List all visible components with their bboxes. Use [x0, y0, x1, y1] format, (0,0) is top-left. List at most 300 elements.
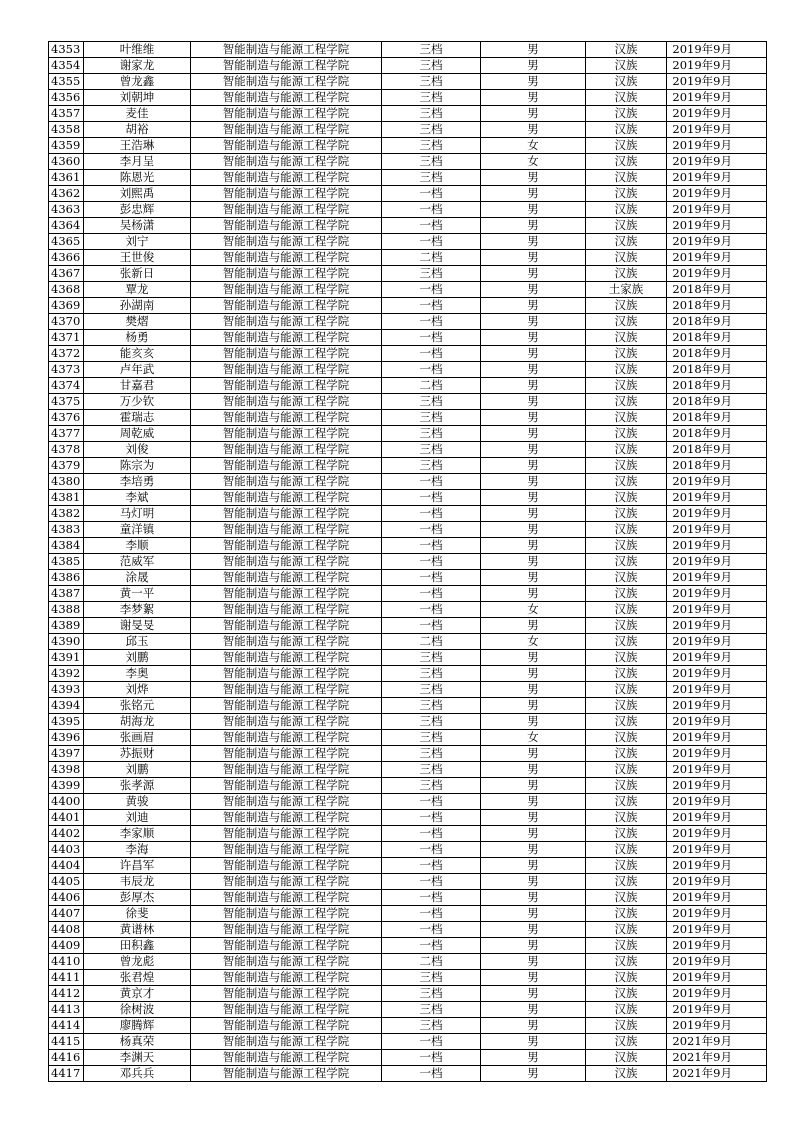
name-cell: 刘宁: [84, 234, 191, 250]
name-cell: 周乾威: [84, 426, 191, 442]
gender-cell: 男: [481, 1002, 586, 1018]
grade-cell: 二档: [382, 250, 481, 266]
enrollment-date-cell: 2019年9月: [667, 538, 767, 554]
table-row: [49, 842, 767, 858]
id-cell: 4396: [49, 730, 84, 746]
table-row: [49, 410, 767, 426]
table-row: [49, 330, 767, 346]
table-row: [49, 122, 767, 138]
gender-cell: 男: [481, 362, 586, 378]
college-cell: 智能制造与能源工程学院: [191, 106, 382, 122]
enrollment-date-cell: 2018年9月: [667, 346, 767, 362]
id-cell: 4384: [49, 538, 84, 554]
enrollment-date-cell: 2019年9月: [667, 746, 767, 762]
ethnicity-cell: 汉族: [586, 1018, 667, 1034]
ethnicity-cell: 汉族: [586, 1034, 667, 1050]
gender-cell: 男: [481, 250, 586, 266]
college-cell: 智能制造与能源工程学院: [191, 250, 382, 266]
gender-cell: 男: [481, 954, 586, 970]
enrollment-date-cell: 2019年9月: [667, 42, 767, 58]
ethnicity-cell: 汉族: [586, 634, 667, 650]
college-cell: 智能制造与能源工程学院: [191, 794, 382, 810]
enrollment-date-cell: 2019年9月: [667, 74, 767, 90]
name-cell: 李海: [84, 842, 191, 858]
enrollment-date-cell: 2019年9月: [667, 170, 767, 186]
ethnicity-cell: 汉族: [586, 170, 667, 186]
college-cell: 智能制造与能源工程学院: [191, 442, 382, 458]
grade-cell: 三档: [382, 1018, 481, 1034]
ethnicity-cell: 汉族: [586, 554, 667, 570]
grade-cell: 三档: [382, 106, 481, 122]
gender-cell: 男: [481, 666, 586, 682]
ethnicity-cell: 汉族: [586, 426, 667, 442]
id-cell: 4415: [49, 1034, 84, 1050]
id-cell: 4417: [49, 1066, 84, 1082]
id-cell: 4375: [49, 394, 84, 410]
college-cell: 智能制造与能源工程学院: [191, 842, 382, 858]
table-row: [49, 698, 767, 714]
ethnicity-cell: 汉族: [586, 538, 667, 554]
name-cell: 徐树波: [84, 1002, 191, 1018]
table-row: [49, 602, 767, 618]
enrollment-date-cell: 2018年9月: [667, 442, 767, 458]
name-cell: 能亥亥: [84, 346, 191, 362]
ethnicity-cell: 汉族: [586, 586, 667, 602]
table-row: [49, 554, 767, 570]
gender-cell: 女: [481, 634, 586, 650]
ethnicity-cell: 汉族: [586, 762, 667, 778]
grade-cell: 三档: [382, 154, 481, 170]
id-cell: 4361: [49, 170, 84, 186]
grade-cell: 一档: [382, 346, 481, 362]
name-cell: 张画眉: [84, 730, 191, 746]
table-row: [49, 586, 767, 602]
gender-cell: 男: [481, 554, 586, 570]
id-cell: 4362: [49, 186, 84, 202]
id-cell: 4406: [49, 890, 84, 906]
gender-cell: 女: [481, 730, 586, 746]
college-cell: 智能制造与能源工程学院: [191, 266, 382, 282]
name-cell: 李培勇: [84, 474, 191, 490]
grade-cell: 一档: [382, 602, 481, 618]
college-cell: 智能制造与能源工程学院: [191, 394, 382, 410]
id-cell: 4408: [49, 922, 84, 938]
enrollment-date-cell: 2019年9月: [667, 122, 767, 138]
gender-cell: 男: [481, 234, 586, 250]
college-cell: 智能制造与能源工程学院: [191, 890, 382, 906]
id-cell: 4404: [49, 858, 84, 874]
college-cell: 智能制造与能源工程学院: [191, 506, 382, 522]
ethnicity-cell: 汉族: [586, 714, 667, 730]
gender-cell: 男: [481, 938, 586, 954]
gender-cell: 男: [481, 746, 586, 762]
ethnicity-cell: 汉族: [586, 938, 667, 954]
name-cell: 韦辰龙: [84, 874, 191, 890]
enrollment-date-cell: 2019年9月: [667, 234, 767, 250]
name-cell: 覃龙: [84, 282, 191, 298]
name-cell: 叶维维: [84, 42, 191, 58]
name-cell: 廖腾辉: [84, 1018, 191, 1034]
ethnicity-cell: 汉族: [586, 506, 667, 522]
enrollment-date-cell: 2019年9月: [667, 970, 767, 986]
grade-cell: 一档: [382, 938, 481, 954]
grade-cell: 三档: [382, 394, 481, 410]
grade-cell: 三档: [382, 970, 481, 986]
id-cell: 4412: [49, 986, 84, 1002]
gender-cell: 男: [481, 330, 586, 346]
ethnicity-cell: 汉族: [586, 666, 667, 682]
grade-cell: 一档: [382, 330, 481, 346]
college-cell: 智能制造与能源工程学院: [191, 938, 382, 954]
ethnicity-cell: 土家族: [586, 282, 667, 298]
table-row: [49, 538, 767, 554]
grade-cell: 三档: [382, 746, 481, 762]
id-cell: 4402: [49, 826, 84, 842]
name-cell: 刘朝坤: [84, 90, 191, 106]
id-cell: 4382: [49, 506, 84, 522]
grade-cell: 一档: [382, 618, 481, 634]
id-cell: 4390: [49, 634, 84, 650]
ethnicity-cell: 汉族: [586, 1050, 667, 1066]
id-cell: 4374: [49, 378, 84, 394]
gender-cell: 女: [481, 602, 586, 618]
grade-cell: 一档: [382, 202, 481, 218]
id-cell: 4363: [49, 202, 84, 218]
ethnicity-cell: 汉族: [586, 378, 667, 394]
ethnicity-cell: 汉族: [586, 122, 667, 138]
college-cell: 智能制造与能源工程学院: [191, 602, 382, 618]
college-cell: 智能制造与能源工程学院: [191, 554, 382, 570]
college-cell: 智能制造与能源工程学院: [191, 378, 382, 394]
gender-cell: 男: [481, 538, 586, 554]
ethnicity-cell: 汉族: [586, 362, 667, 378]
id-cell: 4387: [49, 586, 84, 602]
gender-cell: 男: [481, 346, 586, 362]
grade-cell: 一档: [382, 490, 481, 506]
college-cell: 智能制造与能源工程学院: [191, 826, 382, 842]
name-cell: 杨真荣: [84, 1034, 191, 1050]
gender-cell: 男: [481, 74, 586, 90]
college-cell: 智能制造与能源工程学院: [191, 218, 382, 234]
college-cell: 智能制造与能源工程学院: [191, 122, 382, 138]
gender-cell: 男: [481, 266, 586, 282]
grade-cell: 三档: [382, 698, 481, 714]
college-cell: 智能制造与能源工程学院: [191, 346, 382, 362]
id-cell: 4397: [49, 746, 84, 762]
table-row: [49, 138, 767, 154]
grade-cell: 一档: [382, 362, 481, 378]
gender-cell: 男: [481, 58, 586, 74]
college-cell: 智能制造与能源工程学院: [191, 42, 382, 58]
enrollment-date-cell: 2019年9月: [667, 186, 767, 202]
college-cell: 智能制造与能源工程学院: [191, 74, 382, 90]
id-cell: 4370: [49, 314, 84, 330]
grade-cell: 一档: [382, 922, 481, 938]
name-cell: 彭忠辉: [84, 202, 191, 218]
college-cell: 智能制造与能源工程学院: [191, 1002, 382, 1018]
gender-cell: 女: [481, 138, 586, 154]
table-row: [49, 58, 767, 74]
id-cell: 4394: [49, 698, 84, 714]
name-cell: 范威军: [84, 554, 191, 570]
name-cell: 张铭元: [84, 698, 191, 714]
name-cell: 李渊天: [84, 1050, 191, 1066]
college-cell: 智能制造与能源工程学院: [191, 666, 382, 682]
grade-cell: 三档: [382, 650, 481, 666]
enrollment-date-cell: 2019年9月: [667, 794, 767, 810]
grade-cell: 三档: [382, 458, 481, 474]
grade-cell: 二档: [382, 634, 481, 650]
name-cell: 邓兵兵: [84, 1066, 191, 1082]
ethnicity-cell: 汉族: [586, 442, 667, 458]
gender-cell: 男: [481, 586, 586, 602]
ethnicity-cell: 汉族: [586, 522, 667, 538]
grade-cell: 一档: [382, 1050, 481, 1066]
grade-cell: 一档: [382, 858, 481, 874]
ethnicity-cell: 汉族: [586, 1002, 667, 1018]
gender-cell: 男: [481, 826, 586, 842]
grade-cell: 一档: [382, 474, 481, 490]
enrollment-date-cell: 2021年9月: [667, 1034, 767, 1050]
ethnicity-cell: 汉族: [586, 698, 667, 714]
enrollment-date-cell: 2019年9月: [667, 1002, 767, 1018]
grade-cell: 三档: [382, 666, 481, 682]
id-cell: 4385: [49, 554, 84, 570]
gender-cell: 男: [481, 1034, 586, 1050]
id-cell: 4359: [49, 138, 84, 154]
college-cell: 智能制造与能源工程学院: [191, 474, 382, 490]
enrollment-date-cell: 2018年9月: [667, 298, 767, 314]
ethnicity-cell: 汉族: [586, 154, 667, 170]
id-cell: 4369: [49, 298, 84, 314]
gender-cell: 男: [481, 186, 586, 202]
table-row: [49, 42, 767, 58]
ethnicity-cell: 汉族: [586, 346, 667, 362]
grade-cell: 一档: [382, 586, 481, 602]
name-cell: 黄谱林: [84, 922, 191, 938]
name-cell: 吴杨潇: [84, 218, 191, 234]
ethnicity-cell: 汉族: [586, 42, 667, 58]
college-cell: 智能制造与能源工程学院: [191, 634, 382, 650]
grade-cell: 一档: [382, 298, 481, 314]
table-row: [49, 170, 767, 186]
table-row: [49, 202, 767, 218]
ethnicity-cell: 汉族: [586, 298, 667, 314]
ethnicity-cell: 汉族: [586, 106, 667, 122]
ethnicity-cell: 汉族: [586, 234, 667, 250]
gender-cell: 男: [481, 1018, 586, 1034]
student-table: [48, 41, 767, 1082]
grade-cell: 一档: [382, 186, 481, 202]
name-cell: 万少钦: [84, 394, 191, 410]
gender-cell: 男: [481, 778, 586, 794]
table-row: [49, 938, 767, 954]
name-cell: 甘嘉君: [84, 378, 191, 394]
table-row: [49, 986, 767, 1002]
enrollment-date-cell: 2019年9月: [667, 474, 767, 490]
id-cell: 4354: [49, 58, 84, 74]
table-row: [49, 778, 767, 794]
college-cell: 智能制造与能源工程学院: [191, 986, 382, 1002]
enrollment-date-cell: 2019年9月: [667, 506, 767, 522]
college-cell: 智能制造与能源工程学院: [191, 234, 382, 250]
grade-cell: 三档: [382, 426, 481, 442]
id-cell: 4364: [49, 218, 84, 234]
grade-cell: 一档: [382, 794, 481, 810]
gender-cell: 男: [481, 442, 586, 458]
ethnicity-cell: 汉族: [586, 330, 667, 346]
table-row: [49, 426, 767, 442]
id-cell: 4414: [49, 1018, 84, 1034]
id-cell: 4373: [49, 362, 84, 378]
enrollment-date-cell: 2019年9月: [667, 714, 767, 730]
gender-cell: 男: [481, 298, 586, 314]
table-row: [49, 890, 767, 906]
name-cell: 王浩琳: [84, 138, 191, 154]
table-row: [49, 506, 767, 522]
enrollment-date-cell: 2018年9月: [667, 362, 767, 378]
enrollment-date-cell: 2019年9月: [667, 570, 767, 586]
id-cell: 4413: [49, 1002, 84, 1018]
ethnicity-cell: 汉族: [586, 858, 667, 874]
college-cell: 智能制造与能源工程学院: [191, 1066, 382, 1082]
college-cell: 智能制造与能源工程学院: [191, 746, 382, 762]
gender-cell: 男: [481, 794, 586, 810]
college-cell: 智能制造与能源工程学院: [191, 682, 382, 698]
enrollment-date-cell: 2021年9月: [667, 1050, 767, 1066]
enrollment-date-cell: 2019年9月: [667, 650, 767, 666]
enrollment-date-cell: 2018年9月: [667, 458, 767, 474]
name-cell: 卢年武: [84, 362, 191, 378]
id-cell: 4353: [49, 42, 84, 58]
ethnicity-cell: 汉族: [586, 186, 667, 202]
table-row: [49, 346, 767, 362]
id-cell: 4366: [49, 250, 84, 266]
id-cell: 4368: [49, 282, 84, 298]
grade-cell: 一档: [382, 554, 481, 570]
college-cell: 智能制造与能源工程学院: [191, 618, 382, 634]
ethnicity-cell: 汉族: [586, 682, 667, 698]
enrollment-date-cell: 2019年9月: [667, 762, 767, 778]
ethnicity-cell: 汉族: [586, 218, 667, 234]
ethnicity-cell: 汉族: [586, 570, 667, 586]
table-row: [49, 666, 767, 682]
grade-cell: 一档: [382, 218, 481, 234]
table-row: [49, 650, 767, 666]
name-cell: 邱玉: [84, 634, 191, 650]
name-cell: 马灯明: [84, 506, 191, 522]
grade-cell: 一档: [382, 906, 481, 922]
id-cell: 4377: [49, 426, 84, 442]
college-cell: 智能制造与能源工程学院: [191, 538, 382, 554]
college-cell: 智能制造与能源工程学院: [191, 170, 382, 186]
student-table-page: [48, 41, 766, 1082]
name-cell: 陈恩光: [84, 170, 191, 186]
grade-cell: 二档: [382, 954, 481, 970]
name-cell: 李家顺: [84, 826, 191, 842]
enrollment-date-cell: 2019年9月: [667, 90, 767, 106]
table-row: [49, 634, 767, 650]
gender-cell: 男: [481, 458, 586, 474]
gender-cell: 男: [481, 906, 586, 922]
gender-cell: 男: [481, 650, 586, 666]
grade-cell: 一档: [382, 538, 481, 554]
enrollment-date-cell: 2019年9月: [667, 954, 767, 970]
name-cell: 李月呈: [84, 154, 191, 170]
gender-cell: 男: [481, 858, 586, 874]
grade-cell: 一档: [382, 522, 481, 538]
name-cell: 孙湖南: [84, 298, 191, 314]
gender-cell: 男: [481, 282, 586, 298]
college-cell: 智能制造与能源工程学院: [191, 650, 382, 666]
table-row: [49, 922, 767, 938]
gender-cell: 男: [481, 986, 586, 1002]
id-cell: 4403: [49, 842, 84, 858]
college-cell: 智能制造与能源工程学院: [191, 1034, 382, 1050]
gender-cell: 男: [481, 122, 586, 138]
name-cell: 李奥: [84, 666, 191, 682]
enrollment-date-cell: 2018年9月: [667, 394, 767, 410]
enrollment-date-cell: 2019年9月: [667, 586, 767, 602]
name-cell: 刘俊: [84, 442, 191, 458]
table-row: [49, 458, 767, 474]
college-cell: 智能制造与能源工程学院: [191, 762, 382, 778]
name-cell: 胡裕: [84, 122, 191, 138]
grade-cell: 三档: [382, 58, 481, 74]
name-cell: 刘鹏: [84, 762, 191, 778]
gender-cell: 男: [481, 842, 586, 858]
grade-cell: 一档: [382, 1066, 481, 1082]
college-cell: 智能制造与能源工程学院: [191, 58, 382, 74]
college-cell: 智能制造与能源工程学院: [191, 330, 382, 346]
name-cell: 麦佳: [84, 106, 191, 122]
ethnicity-cell: 汉族: [586, 746, 667, 762]
gender-cell: 男: [481, 106, 586, 122]
enrollment-date-cell: 2019年9月: [667, 938, 767, 954]
id-cell: 4399: [49, 778, 84, 794]
id-cell: 4409: [49, 938, 84, 954]
college-cell: 智能制造与能源工程学院: [191, 1018, 382, 1034]
id-cell: 4379: [49, 458, 84, 474]
id-cell: 4360: [49, 154, 84, 170]
name-cell: 谢家龙: [84, 58, 191, 74]
enrollment-date-cell: 2018年9月: [667, 426, 767, 442]
college-cell: 智能制造与能源工程学院: [191, 138, 382, 154]
grade-cell: 三档: [382, 1002, 481, 1018]
college-cell: 智能制造与能源工程学院: [191, 570, 382, 586]
enrollment-date-cell: 2019年9月: [667, 554, 767, 570]
ethnicity-cell: 汉族: [586, 954, 667, 970]
grade-cell: 三档: [382, 762, 481, 778]
gender-cell: 男: [481, 522, 586, 538]
id-cell: 4416: [49, 1050, 84, 1066]
name-cell: 张君煌: [84, 970, 191, 986]
gender-cell: 男: [481, 874, 586, 890]
name-cell: 谢旻旻: [84, 618, 191, 634]
table-row: [49, 522, 767, 538]
college-cell: 智能制造与能源工程学院: [191, 490, 382, 506]
grade-cell: 一档: [382, 506, 481, 522]
id-cell: 4365: [49, 234, 84, 250]
name-cell: 王世俊: [84, 250, 191, 266]
college-cell: 智能制造与能源工程学院: [191, 202, 382, 218]
id-cell: 4388: [49, 602, 84, 618]
table-row: [49, 186, 767, 202]
enrollment-date-cell: 2019年9月: [667, 266, 767, 282]
name-cell: 李斌: [84, 490, 191, 506]
table-row: [49, 730, 767, 746]
college-cell: 智能制造与能源工程学院: [191, 1050, 382, 1066]
